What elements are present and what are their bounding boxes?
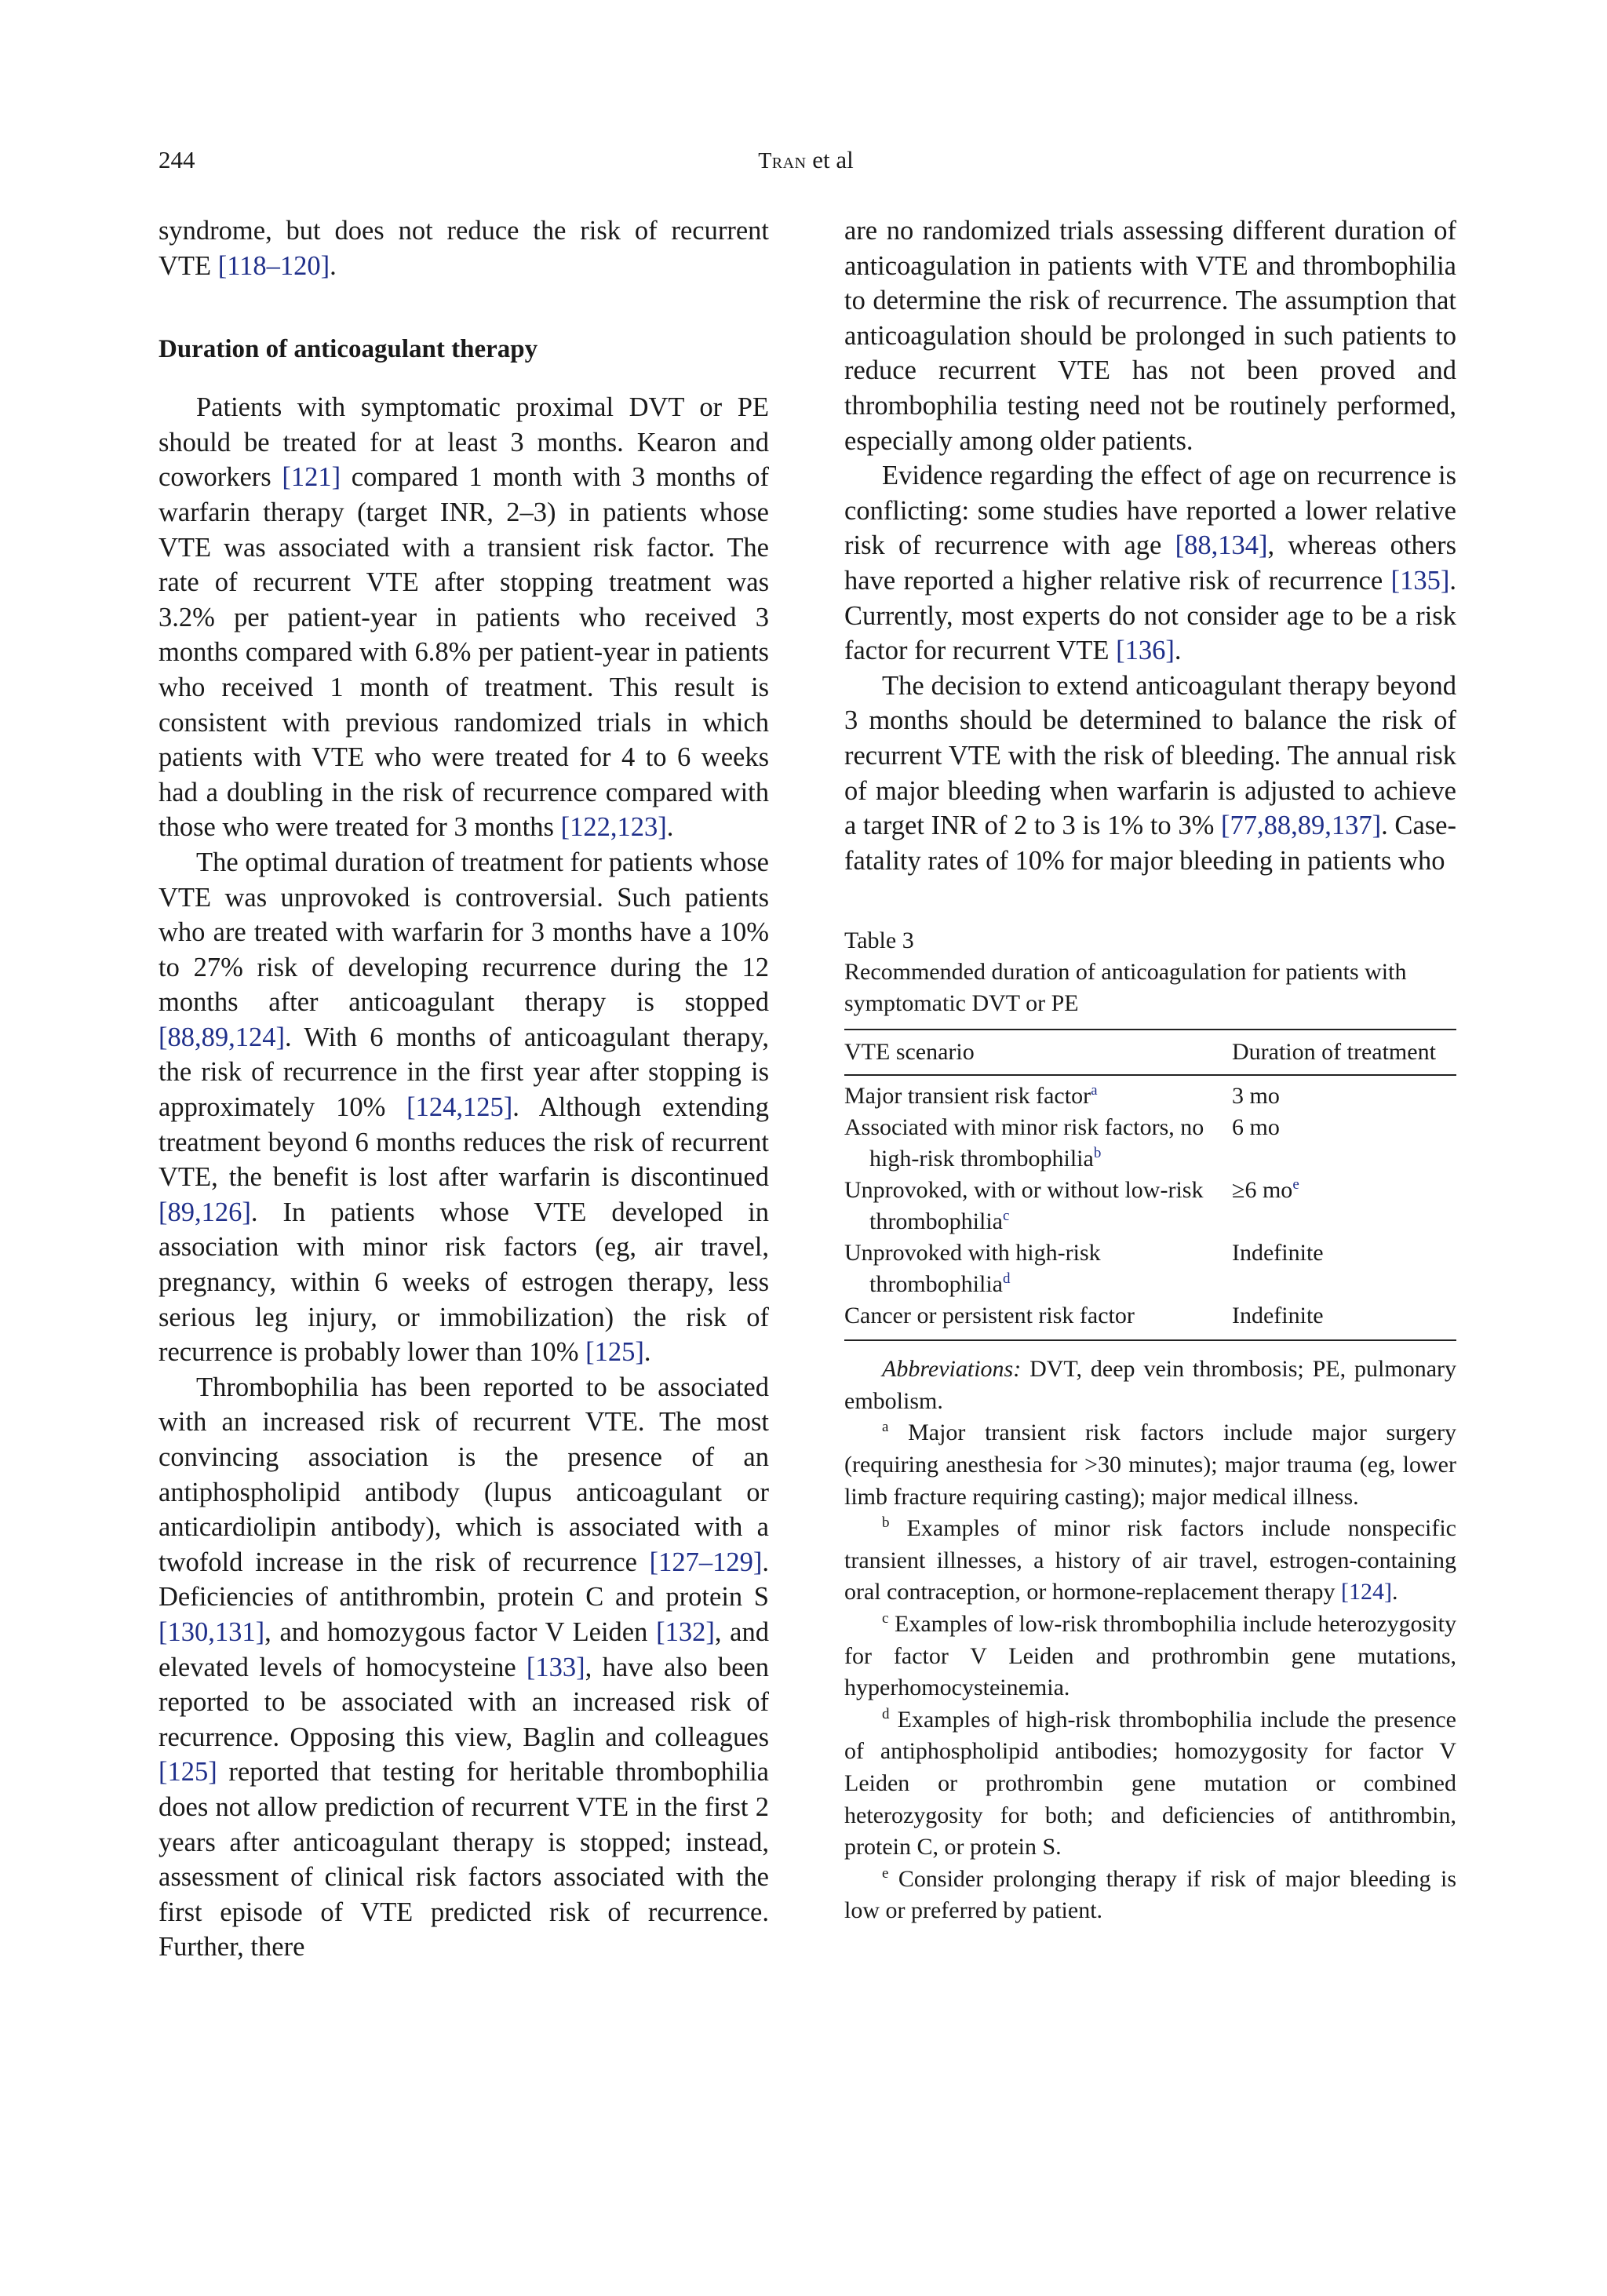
footnote-marker[interactable]: d <box>1002 1270 1011 1288</box>
citation-link[interactable]: [125] <box>585 1337 644 1368</box>
duration-table <box>844 1029 1456 1341</box>
paragraph: The optimal duration of treatment for patients whose VTE was unprovoked is controversial. Such patients who are treated with warfarin for 3 months have a 10% to 27% risk of developing recurrence during the 12 months after anticoagulant therapy is stopped [88,89,124]. With 6 months of anticoagulant therapy, the risk of recurrence in the first year after stopping is approximately 10% [124,125]. Although extending treatment beyond 6 months reduces the risk of recurrent VTE, the benefit is lost after warfarin is discontinued [89,126]. In patients whose VTE developed in association with minor risk factors (eg, air travel, pregnancy, within 6 weeks of estrogen therapy, less serious leg injury, or immobilization) the risk of recurrence is probably lower than 10% [125]. <box>159 847 769 1368</box>
table-footnote: $^c$ Examples of low-risk thrombophilia include heterozygosity for factor V Leiden and prothrombin gene mutations, hyperhomocysteinemia. <box>844 1610 1456 1701</box>
scenario-cell: Unprovoked, with or without low-risk thrombophilia$^c$ <box>844 1177 1204 1235</box>
citation-link[interactable]: [88,89,124] <box>159 1022 285 1052</box>
citation-link[interactable]: [135] <box>1390 565 1450 596</box>
duration-cell: Indefinite <box>1232 1240 1324 1266</box>
table-label: Table 3 <box>844 928 914 954</box>
paragraph: Thrombophilia has been reported to be associated with an increased risk of recurrent VTE. The most convincing association is the presence of an antiphospholipid antibody (lupus anticoagulant or anticardiolipin antibody), which is associated with a twofold increase in the risk of recurrence [127–129]. Deficiencies of antithrombin, protein C and protein S [130,131], and homozygous factor V Leiden [132], and elevated levels of homocysteine [133], have also been reported to be associated with an increased risk of recurrence. Opposing this view, Baglin and colleagues [125] reported that testing for heritable thrombophilia does not allow prediction of recurrent VTE in the first 2 years after anticoagulant therapy is stopped; instead, assessment of clinical risk factors associated with the first episode of VTE predicted risk of recurrence. Further, there <box>159 1372 769 1963</box>
citation-link[interactable]: [118–120] <box>217 250 330 281</box>
running-title: Tran et al <box>758 146 854 173</box>
table-3 <box>844 925 1456 1927</box>
table-row <box>844 1237 1456 1300</box>
scenario-cell: Unprovoked with high-risk thrombophilia$^d$ <box>844 1240 1101 1298</box>
left-column <box>159 213 769 1965</box>
table-abbreviations: Abbreviations: DVT, deep vein thrombosis; PE, pulmonary embolism. <box>844 1356 1456 1414</box>
citation-link[interactable]: [88,134] <box>1175 530 1268 561</box>
column-header: VTE scenario <box>844 1030 1232 1075</box>
paragraph: Patients with symptomatic proximal DVT or PE should be treated for at least 3 months. Kearon and coworkers [121] compared 1 month with 3 months of warfarin therapy (target INR, 2–3) in patients whose VTE was associated with a transient risk factor. The rate of recurrent VTE after stopping treatment was 3.2% per patient-year in patients who received 3 months compared with 6.8% per patient-year in patients who received 1 month of treatment. This result is consistent with previous randomized trials in which patients with VTE who were treated for 4 to 6 weeks had a doubling in the risk of recurrence compared with those who were treated for 3 months [122,123]. <box>159 392 769 843</box>
right-column <box>844 213 1456 1927</box>
paragraph: Evidence regarding the effect of age on recurrence is conflicting: some studies have reported a lower relative risk of recurrence with age [88,134], whereas others have reported a higher relative risk of recurrence [135]. Currently, most experts do not consider age to be a risk factor for recurrent VTE [136]. <box>844 461 1456 666</box>
paragraph-continuation: syndrome, but does not reduce the risk of recurrent VTE [118–120]. <box>159 216 769 281</box>
citation-link[interactable]: [124,125] <box>406 1092 513 1123</box>
table-footnote: $^e$ Consider prolonging therapy if risk of major bleeding is low or preferred by patient. <box>844 1864 1456 1924</box>
table-row <box>844 1175 1456 1237</box>
scenario-cell: Major transient risk factor$^a$ <box>844 1082 1098 1110</box>
footnote-marker[interactable]: b <box>1093 1145 1102 1162</box>
duration-cell: ≥6 $mo^e$ <box>1232 1176 1299 1204</box>
table-header-row <box>844 1030 1456 1075</box>
running-header <box>159 146 1453 177</box>
citation-link[interactable]: [77,88,89,137] <box>1221 811 1382 841</box>
citation-link[interactable]: [127–129] <box>649 1547 763 1577</box>
column-header: Duration of treatment <box>1232 1030 1456 1075</box>
citation-link[interactable]: [130,131] <box>159 1616 265 1647</box>
page-number: 244 <box>159 146 195 173</box>
scenario-cell: Cancer or persistent risk factor <box>844 1300 1232 1340</box>
citation-link[interactable]: [133] <box>526 1652 585 1682</box>
table-footnote: $^b$ Examples of minor risk factors include nonspecific transient illnesses, a history of air travel, estrogen-containing oral contraception, or hormone-replacement therapy [124]. <box>844 1514 1456 1605</box>
citation-link[interactable]: [121] <box>282 462 341 493</box>
duration-cell: 6 mo <box>1232 1114 1280 1141</box>
scenario-cell: Associated with minor risk factors, no high-risk thrombophilia$^b$ <box>844 1114 1204 1172</box>
table-row <box>844 1075 1456 1112</box>
table-row <box>844 1112 1456 1175</box>
footnote-marker[interactable]: c <box>1002 1208 1010 1225</box>
paragraph-continuation: are no randomized trials assessing different duration of anticoagulation in patients with VTE and thrombophilia to determine the risk of recurrence. The assumption that anticoagulation should be prolonged in such patients to reduce recurrent VTE has not been proved and thrombophilia testing need not be routinely performed, especially among older patients. <box>844 216 1456 456</box>
table-row <box>844 1300 1456 1340</box>
citation-link[interactable]: [122,123] <box>560 812 667 843</box>
duration-cell: 3 mo <box>1232 1083 1280 1110</box>
citation-link[interactable]: [89,126] <box>159 1197 251 1227</box>
table-footnote: $^d$ Examples of high-risk thrombophilia include the presence of antiphospholipid antibodies; homozygosity for factor V Leiden or prothrombin gene mutation or combined heterozygosity for both; and deficiencies of antithrombin, protein C, or protein S. <box>844 1705 1456 1860</box>
table-caption: Recommended duration of anticoagulation for patients with symptomatic DVT or PE <box>844 959 1407 1017</box>
footnote-marker[interactable]: e <box>1292 1176 1299 1194</box>
paragraph: The decision to extend anticoagulant therapy beyond 3 months should be determined to balance the risk of recurrent VTE with the risk of bleeding. The annual risk of major bleeding when warfarin is adjusted to achieve a target INR of 2 to 3 is 1% to 3% [77,88,89,137]. Case-fatality rates of 10% for major bleeding in patients who <box>844 670 1456 876</box>
section-heading: Duration of anticoagulant therapy <box>159 335 538 364</box>
duration-cell: Indefinite <box>1232 1300 1456 1340</box>
citation-link[interactable]: [124] <box>1341 1579 1393 1605</box>
citation-link[interactable]: [132] <box>656 1616 715 1647</box>
table-footnote: $^a$ Major transient risk factors include major surgery (requiring anesthesia for >30 minutes); major trauma (eg, lower limb fracture requiring casting); major medical illness. <box>844 1419 1456 1510</box>
citation-link[interactable]: [136] <box>1116 636 1175 666</box>
citation-link[interactable]: [125] <box>159 1757 217 1788</box>
footnote-marker[interactable]: a <box>1091 1082 1098 1099</box>
